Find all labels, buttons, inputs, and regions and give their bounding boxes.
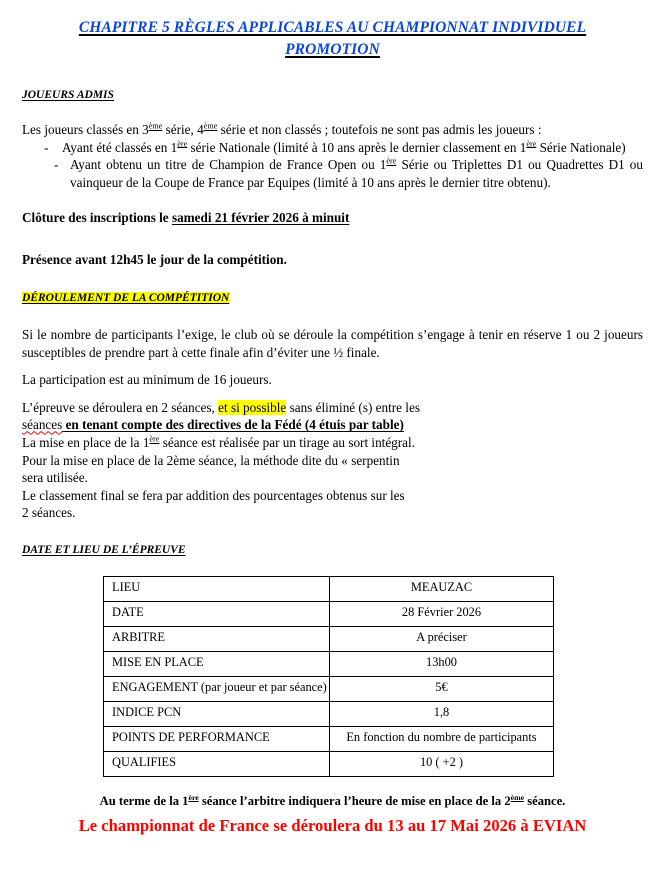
dash-bullet: -: [54, 157, 59, 173]
table-cell-value: En fonction du nombre de participants: [330, 726, 554, 751]
section-cloture: [22, 209, 643, 227]
table-cell-value: 5€: [330, 676, 554, 701]
section-date-lieu: [22, 540, 643, 558]
table-cell-label: QUALIFIES: [104, 751, 330, 776]
deroulement-para-1: Si le nombre de participants l’exige, le club où se déroule la compétition s’engage à tenir en réserve 1 ou 2 joueurs susceptibles de prendre part à cette finale afin d’éviter une ½ finale.: [22, 327, 643, 360]
table-cell-value: 28 Février 2026: [330, 601, 554, 626]
footer-note: [0, 793, 665, 809]
event-details-table: [103, 576, 554, 777]
misspelled-word: séances: [22, 417, 63, 433]
joueurs-admis-intro: [22, 121, 643, 139]
table-row: [104, 676, 554, 701]
para3-part-b: sans éliminé (s) entre les: [286, 399, 420, 415]
section-deroulement: [22, 288, 643, 306]
page-title-line1: CHAPITRE 5 RÈGLES APPLICABLES AU CHAMPIONNAT INDIVIDUEL: [78, 19, 587, 36]
table-row: [104, 726, 554, 751]
para5-ordinal: ère: [149, 434, 160, 444]
footer-highlight-line: Le championnat de France se déroulera du 13 au 17 Mai 2026 à EVIAN: [78, 816, 587, 836]
bullet2-part-b: Série ou Triplettes D1 ou Quadrettes D1 ou vainqueur de la Coupe de France par Equipes (limité à 10 ans après le dernier titre obtenu).: [70, 157, 643, 190]
section-presence: [22, 251, 643, 269]
table-row: [104, 751, 554, 776]
footer-ordinal-2: ème: [510, 792, 525, 802]
intro-part-c: série et non classés ; toutefois ne sont pas admis les joueurs :: [217, 122, 542, 137]
joueurs-exclusion-list: [22, 139, 643, 192]
deroulement-para-6: Pour la mise en place de la 2ème séance, la méthode dite du « serpentin: [22, 452, 400, 468]
table-row: [104, 576, 554, 601]
para3-part-a: L’épreuve se déroulera en 2 séances,: [22, 399, 219, 415]
intro-part-a: Les joueurs classés en 3: [22, 122, 149, 137]
deroulement-para-9: 2 séances.: [22, 505, 76, 521]
bullet1-ordinal-1: ère: [177, 139, 188, 149]
deroulement-para-5: [22, 434, 643, 452]
deroulement-para-8: Le classement final se fera par addition des pourcentages obtenus sur les: [22, 487, 405, 503]
table-row: [104, 651, 554, 676]
para3-highlight: et si possible: [218, 399, 287, 415]
table-cell-label: LIEU: [104, 576, 330, 601]
cloture-line: [22, 209, 643, 227]
cloture-date: samedi 21 février 2026 à minuit: [171, 210, 350, 226]
bullet1-part-c: Série Nationale): [536, 139, 626, 155]
table-row: [104, 626, 554, 651]
deroulement-para-3: [22, 399, 643, 417]
heading-joueurs-admis: JOUEURS ADMIS: [22, 89, 114, 101]
intro-part-b: série, 4: [162, 122, 204, 137]
table-cell-label: POINTS DE PERFORMANCE: [104, 726, 330, 751]
intro-ordinal-2: ème: [203, 121, 218, 131]
footer-note-part-c: séance.: [524, 793, 566, 808]
para5-part-a: La mise en place de la 1: [22, 435, 150, 451]
table-cell-value: MEAUZAC: [330, 576, 554, 601]
table-row: [104, 701, 554, 726]
deroulement-body: [22, 326, 643, 521]
bullet1-part-a: Ayant été classés en 1: [62, 139, 178, 155]
page-title-line2: PROMOTION: [285, 41, 380, 58]
page-title: [22, 17, 643, 61]
heading-date-lieu: DATE ET LIEU DE L’ÉPREUVE: [22, 543, 186, 556]
cloture-label: Clôture des inscriptions le: [22, 210, 172, 226]
bullet2-part-a: Ayant obtenu un titre de Champion de France Open ou 1: [70, 157, 387, 173]
list-item: [22, 139, 643, 157]
table-cell-value: 10 ( +2 ): [330, 751, 554, 776]
heading-deroulement: DÉROULEMENT DE LA COMPÉTITION: [22, 292, 230, 305]
table-row: [104, 601, 554, 626]
bullet1-part-b: série Nationale (limité à 10 ans après le dernier classement en 1: [187, 139, 527, 155]
event-details-table-body: [104, 576, 554, 776]
list-item: [22, 156, 643, 191]
bullet1-ordinal-2: ère: [526, 139, 537, 149]
table-cell-label: INDICE PCN: [104, 701, 330, 726]
table-cell-label: ARBITRE: [104, 626, 330, 651]
deroulement-para-4: [22, 416, 643, 434]
footer-note-part-a: Au terme de la 1: [99, 793, 189, 808]
footer-ordinal-1: ère: [188, 792, 199, 802]
intro-ordinal-1: ème: [148, 121, 163, 131]
table-cell-value: 13h00: [330, 651, 554, 676]
deroulement-para-2: La participation est au minimum de 16 joueurs.: [22, 372, 272, 388]
table-cell-value: 1,8: [330, 701, 554, 726]
footer-note-part-b: séance l’arbitre indiquera l’heure de mise en place de la 2: [198, 793, 511, 808]
section-joueurs-admis: [22, 85, 643, 103]
table-cell-label: ENGAGEMENT (par joueur et par séance): [104, 676, 330, 701]
joueurs-admis-body: [22, 121, 643, 191]
deroulement-para-7: sera utilisée.: [22, 470, 88, 486]
table-cell-value: A préciser: [330, 626, 554, 651]
bullet2-ordinal-1: ère: [386, 156, 397, 166]
document-page: [0, 17, 665, 874]
table-cell-label: DATE: [104, 601, 330, 626]
table-cell-label: MISE EN PLACE: [104, 651, 330, 676]
para4-bold: en tenant compte des directives de la Fédé (4 étuis par table): [62, 417, 404, 433]
presence-line: Présence avant 12h45 le jour de la compétition.: [22, 251, 287, 267]
para5-part-b: séance est réalisée par un tirage au sort intégral.: [159, 435, 415, 451]
dash-bullet: -: [44, 139, 49, 155]
